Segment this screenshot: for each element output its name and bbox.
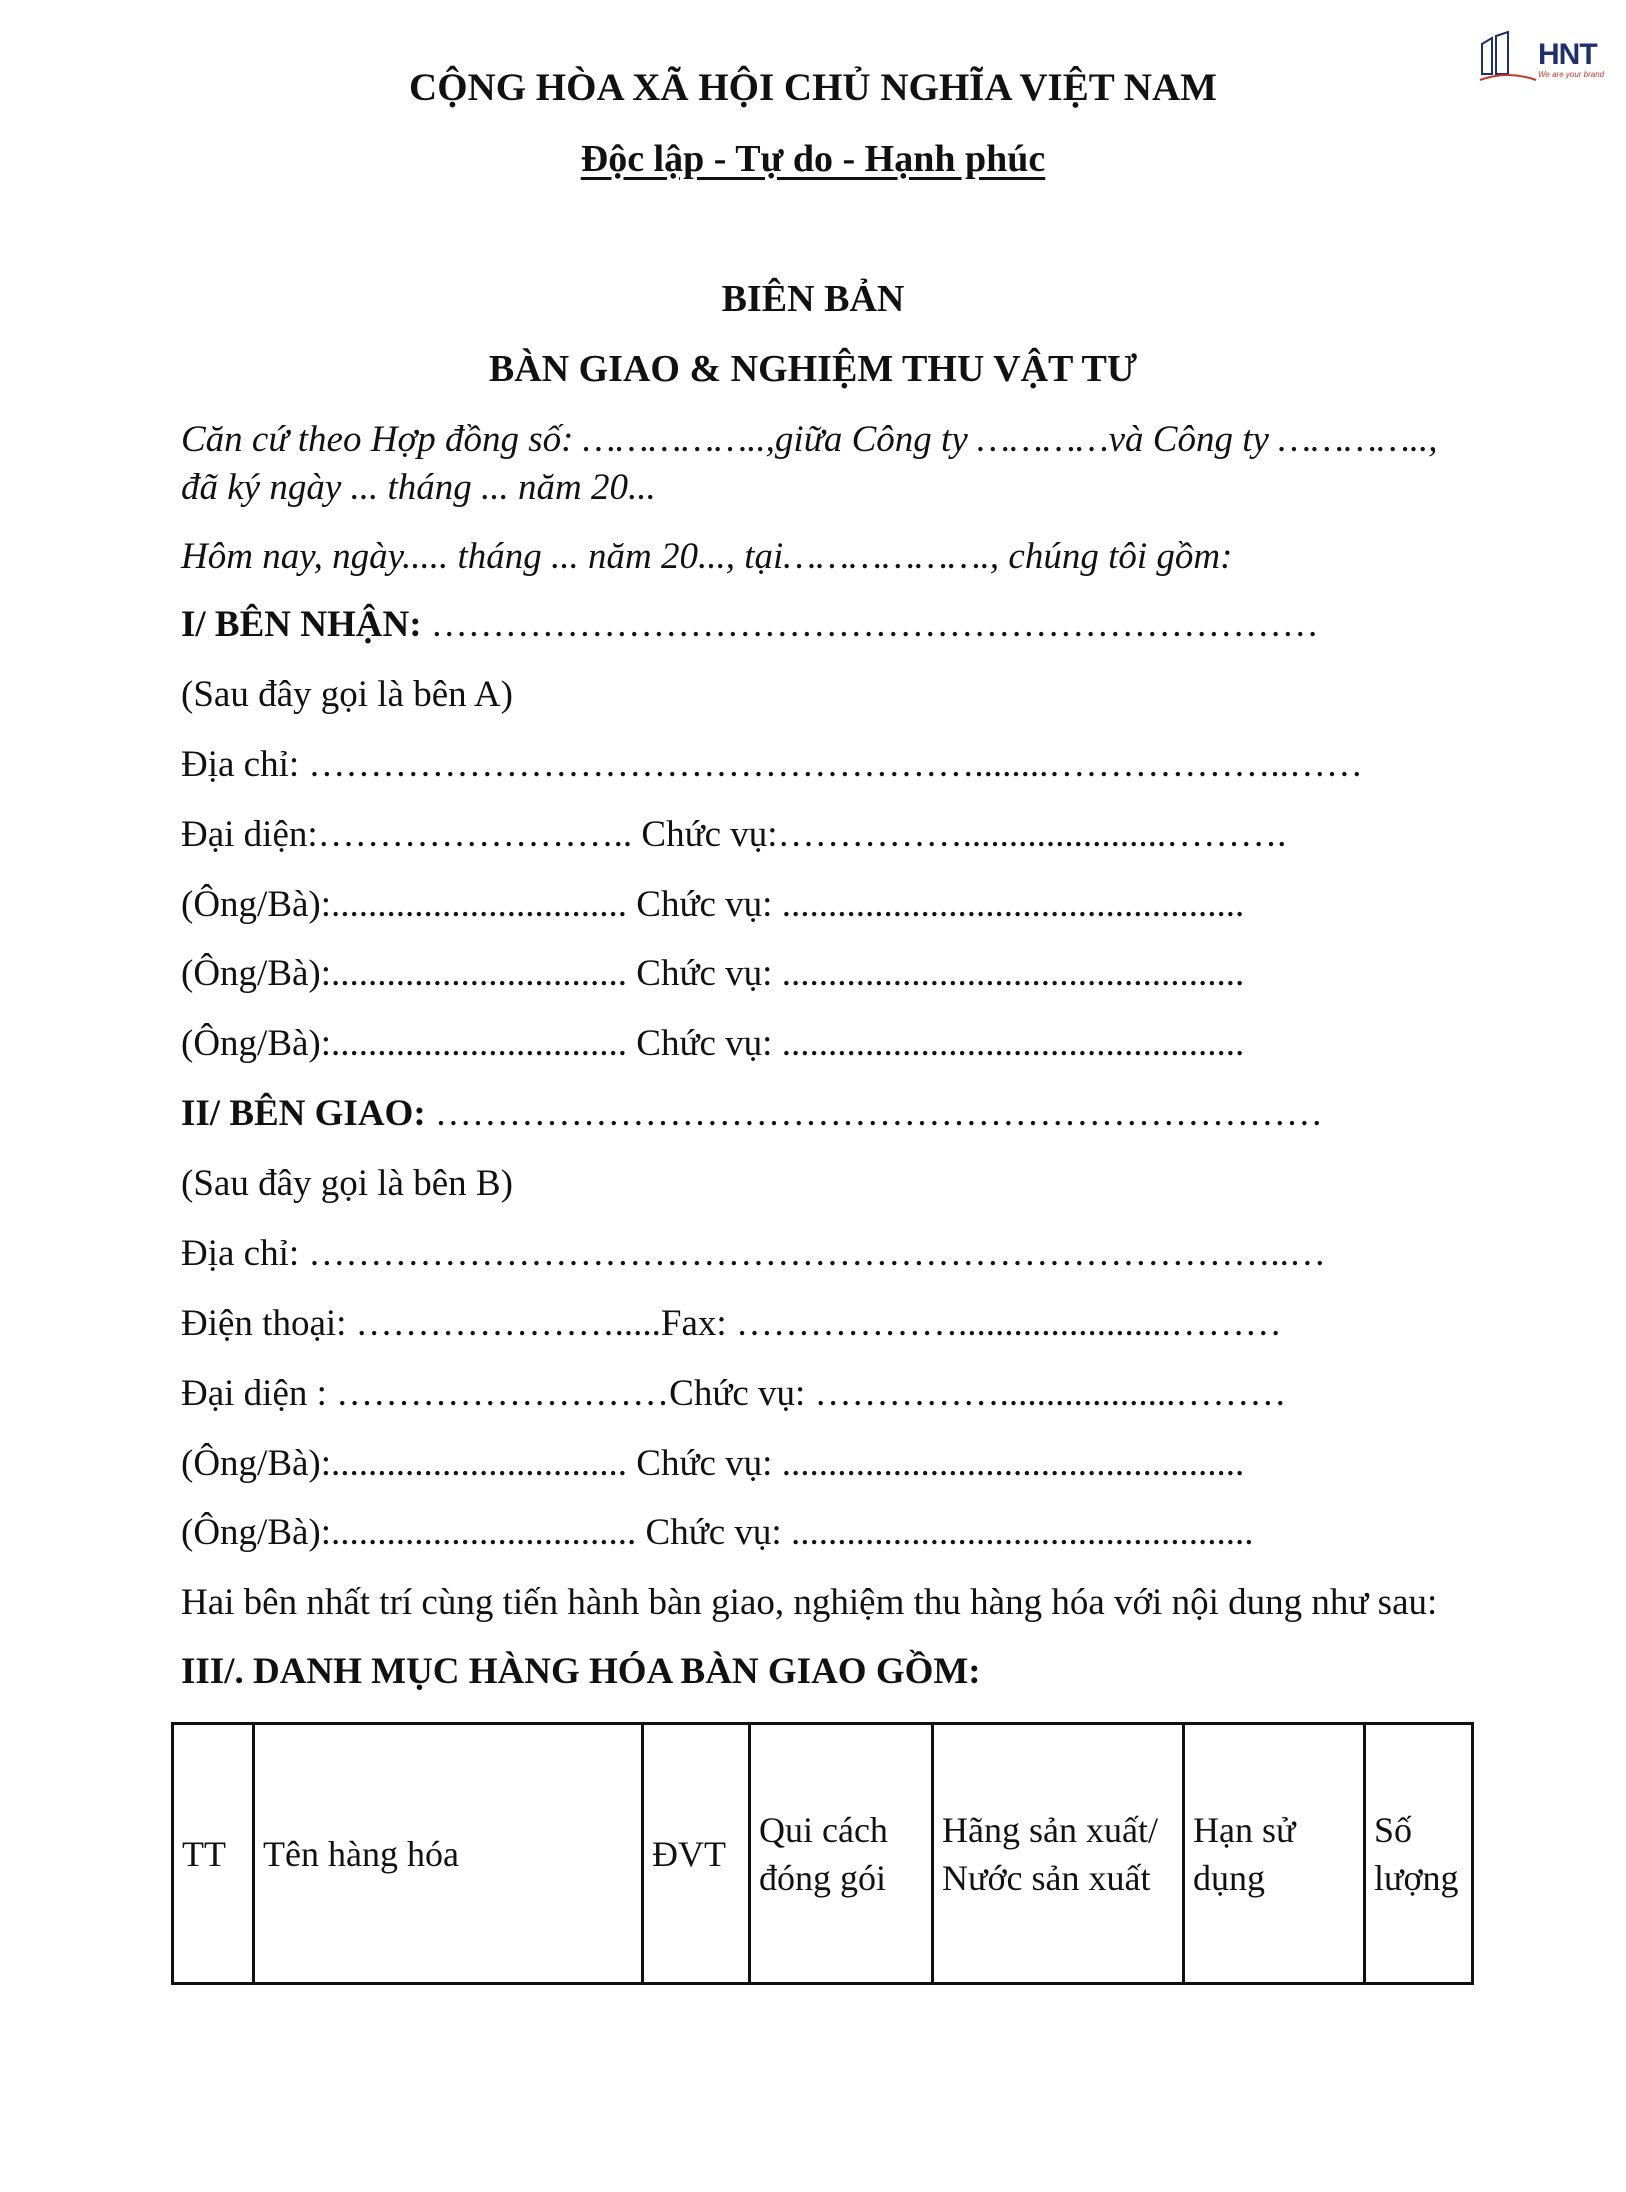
- party-b-address: Địa chỉ: ……………………………………………………………………..…: [181, 1233, 1326, 1274]
- party-b-representative: Đại diện : ………………………Chức vụ: ……………...................………: [181, 1373, 1287, 1414]
- party-a-alias: (Sau đây gọi là bên A): [181, 674, 513, 715]
- document-title: BIÊN BẢN: [721, 278, 905, 320]
- agreement-statement: Hai bên nhất trí cùng tiến hành bàn giao, nghiệm thu hàng hóa với nội dung như sau:: [181, 1582, 1438, 1623]
- col-header-expiry: Hạn sử dụng: [1184, 1724, 1365, 1984]
- party-a-representative: Đại diện:…………………….. Chức vụ:……………......................……….: [181, 814, 1287, 855]
- party-a-address: Địa chỉ: ………………………………………………........………………..……: [181, 744, 1363, 785]
- contract-date: đã ký ngày ... tháng ... năm 20...: [181, 467, 656, 508]
- logo-name: HNT: [1538, 38, 1597, 71]
- national-motto: Độc lập - Tự do - Hạnh phúc: [580, 138, 1046, 180]
- party-b-heading-row: [181, 1092, 1323, 1136]
- table-header-row: [173, 1724, 1473, 1984]
- party-a-heading-dots: ………………………………………………………………: [421, 604, 1319, 645]
- motto-wrap: [0, 136, 1626, 182]
- col-header-tt: TT: [173, 1724, 254, 1984]
- party-b-person-2: (Ông/Bà):................................. Chức vụ: ..................................................: [181, 1512, 1254, 1553]
- party-b-alias: (Sau đây gọi là bên B): [181, 1163, 513, 1204]
- col-header-manufacturer: Hãng sản xuất/ Nước sản xuất: [933, 1724, 1184, 1984]
- party-b-person-1: (Ông/Bà):................................ Chức vụ: ..................................................: [181, 1443, 1245, 1484]
- meeting-date: Hôm nay, ngày..... tháng ... năm 20..., tại………………., chúng tôi gồm:: [181, 536, 1233, 577]
- party-b-heading: II/ BÊN GIAO:: [181, 1093, 426, 1134]
- goods-table: [171, 1722, 1474, 1985]
- party-b-heading-dots: ………………………………………………………………: [425, 1093, 1323, 1134]
- country-name: CỘNG HÒA XÃ HỘI CHỦ NGHĨA VIỆT NAM: [409, 66, 1217, 109]
- party-a-person-3: (Ông/Bà):................................ Chức vụ: ..................................................: [181, 1023, 1245, 1064]
- col-header-goods-name: Tên hàng hóa: [254, 1724, 643, 1984]
- document-subtitle: BÀN GIAO & NGHIỆM THU VẬT TƯ: [488, 348, 1138, 390]
- col-header-quantity: Số lượng: [1365, 1724, 1473, 1984]
- party-b-phone-fax: Điện thoại: ………………….....Fax: ……………….......................………: [181, 1303, 1282, 1344]
- col-header-unit: ĐVT: [643, 1724, 750, 1984]
- party-a-person-1: (Ông/Bà):................................ Chức vụ: ..................................................: [181, 884, 1245, 925]
- contract-reference: Căn cứ theo Hợp đồng số: ……………..,giữa Công ty …………và Công ty …………..,: [181, 419, 1438, 460]
- party-a-heading-row: [181, 603, 1319, 647]
- party-a-heading: I/ BÊN NHẬN:: [181, 604, 422, 645]
- logo-tagline: We are your brand: [1538, 70, 1605, 79]
- col-header-packaging: Qui cách đóng gói: [750, 1724, 933, 1984]
- section-3-heading: III/. DANH MỤC HÀNG HÓA BÀN GIAO GỒM:: [181, 1651, 981, 1692]
- party-a-person-2: (Ông/Bà):................................ Chức vụ: ..................................................: [181, 953, 1245, 994]
